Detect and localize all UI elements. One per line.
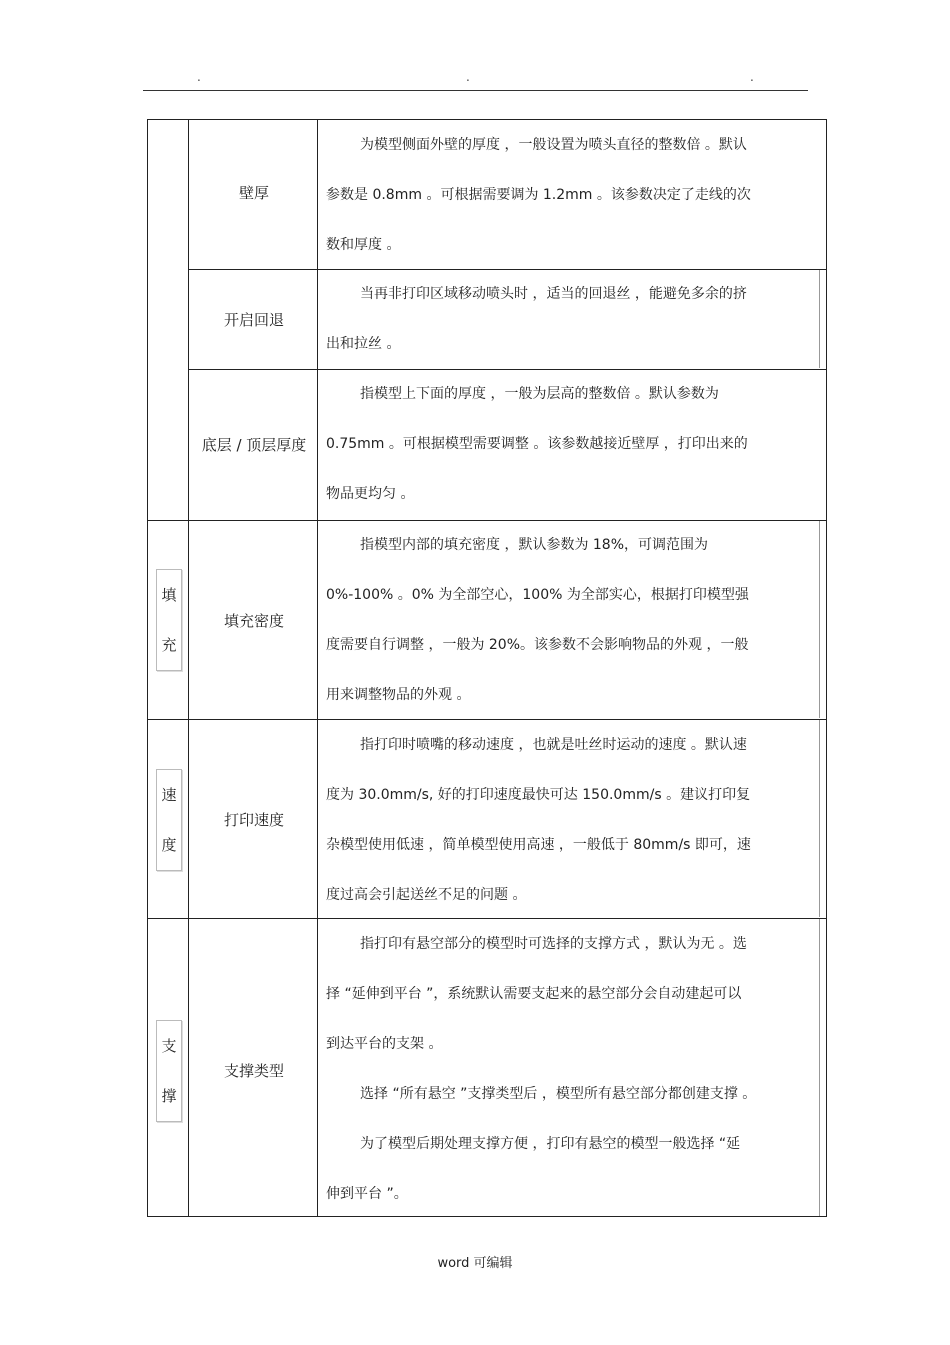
category-char: 撑 xyxy=(161,1087,177,1105)
desc-line: 出和拉丝 。 xyxy=(326,336,401,352)
desc-line: 为了模型后期处理支撑方便 ，打印有悬空的模型一般选择 “延 xyxy=(360,1136,741,1152)
header-dot: . xyxy=(466,70,470,84)
row-desc-wall-thickness xyxy=(326,120,820,270)
desc-line: 指打印时喷嘴的移动速度 ，也就是吐丝时运动的速度 。默认速 xyxy=(360,737,747,753)
header-dot: . xyxy=(197,70,201,84)
header-rule xyxy=(143,90,808,91)
desc-line: 杂模型使用低速 ，简单模型使用高速 ，一般低于 80mm/s 即可，速 xyxy=(326,837,751,853)
page-footer: word 可编辑 xyxy=(437,1256,513,1271)
desc-line: 度需要自行调整 ，一般为 20%。该参数不会影响物品的外观 ，一般 xyxy=(326,637,749,653)
row-label-retraction: 开启回退 xyxy=(223,311,284,329)
desc-line: 度为 30.0mm/s, 好的打印速度最快可达 150.0mm/s 。建议打印复 xyxy=(326,787,751,803)
parameter-table xyxy=(147,119,827,1217)
category-char: 度 xyxy=(161,836,177,854)
row-desc-fill-density xyxy=(326,520,820,720)
column-divider xyxy=(188,120,189,1216)
row-label-bottom-top-thickness: 底层 / 顶层厚度 xyxy=(201,436,307,454)
desc-line: 物品更均匀 。 xyxy=(326,486,415,502)
desc-line: 参数是 0.8mm 。可根据需要调为 1.2mm 。该参数决定了走线的次 xyxy=(326,187,751,203)
row-desc-support-type xyxy=(326,919,820,1219)
desc-line: 为模型侧面外壁的厚度 ，一般设置为喷头直径的整数倍 。默认 xyxy=(360,137,747,153)
desc-line: 0.75mm 。可根据模型需要调整 。该参数越接近壁厚 ，打印出来的 xyxy=(326,436,748,452)
category-box-fill xyxy=(156,569,182,671)
category-char: 充 xyxy=(161,636,177,654)
header-dot: . xyxy=(750,70,754,84)
column-divider xyxy=(317,120,318,1216)
row-label-print-speed: 打印速度 xyxy=(223,811,284,829)
category-char: 速 xyxy=(161,786,177,804)
category-char: 支 xyxy=(161,1037,177,1055)
page-header xyxy=(0,0,950,100)
row-desc-retraction xyxy=(326,269,820,369)
desc-line: 度过高会引起送丝不足的问题 。 xyxy=(326,887,527,903)
desc-line: 择 “延伸到平台 ”，系统默认需要支起来的悬空部分会自动建起可以 xyxy=(326,986,742,1002)
desc-line: 伸到平台 ”。 xyxy=(326,1186,408,1202)
category-box-speed xyxy=(156,769,182,871)
desc-line: 当再非打印区域移动喷头时 ，适当的回退丝 ，能避免多余的挤 xyxy=(360,286,747,302)
desc-line: 选择 “所有悬空 ”支撑类型后 ，模型所有悬空部分都创建支撑 。 xyxy=(360,1086,757,1102)
desc-line: 数和厚度 。 xyxy=(326,237,401,253)
desc-line: 0%-100% 。0% 为全部空心，100% 为全部实心，根据打印模型强 xyxy=(326,587,749,603)
row-desc-print-speed xyxy=(326,720,820,920)
desc-line: 指打印有悬空部分的模型时可选择的支撑方式 ，默认为无 。选 xyxy=(360,936,747,952)
category-box-support xyxy=(156,1020,182,1122)
desc-line: 到达平台的支架 。 xyxy=(326,1036,443,1052)
desc-line: 用来调整物品的外观 。 xyxy=(326,687,471,703)
category-char: 填 xyxy=(161,586,177,604)
row-desc-bottom-top-thickness xyxy=(326,369,820,519)
desc-line: 指模型内部的填充密度 ，默认参数为 18%，可调范围为 xyxy=(360,537,709,553)
row-label-support-type: 支撑类型 xyxy=(223,1062,284,1080)
row-label-fill-density: 填充密度 xyxy=(223,612,284,630)
row-label-wall-thickness: 壁厚 xyxy=(238,184,269,202)
desc-line: 指模型上下面的厚度 ，一般为层高的整数倍 。默认参数为 xyxy=(360,386,719,402)
